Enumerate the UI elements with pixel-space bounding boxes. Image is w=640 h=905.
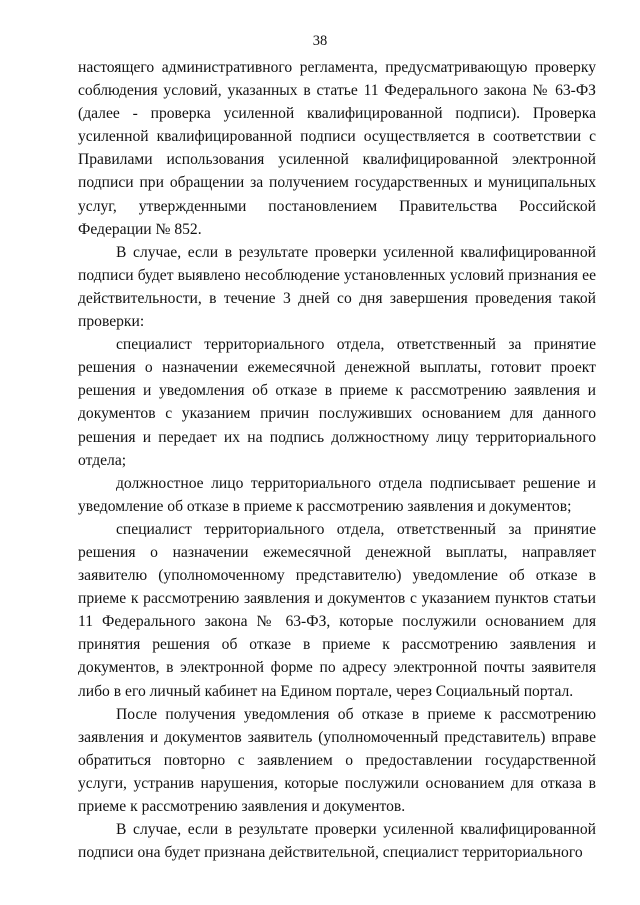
paragraph-6: После получения уведомления об отказе в приеме к рассмотрению заявления и документов заявитель (уполномоченный представитель) вправе обратиться повторно с заявлением о предоставлении государственной услуги, устранив нарушения, которые послужили основанием для отказа в приеме к рассмотрению заявления и документов. (78, 705, 596, 815)
body-text (78, 56, 596, 864)
paragraph-1: настоящего административного регламента, предусматривающую проверку соблюдения условий, указанных в статье 11 Федерального закона № 63-ФЗ (далее - проверка усиленной квалифицированной подписи). Проверка усиленной квалифицированной подписи осуществляется в соответствии с Правилами использования усиленной квалифицированной электронной подписи при обращении за получением государственных и муниципальных услуг, утвержденными постановлением Правительства Российской Федерации № 852. (78, 59, 596, 238)
paragraph-5: специалист территориального отдела, ответственный за принятие решения о назначении ежемесячной денежной выплаты, направляет заявителю (уполномоченному представителю) уведомление об отказе в приеме к рассмотрению заявления и документов с указанием пунктов статьи 11 Федерального закона № 63-ФЗ, которые послужили основанием для принятия решения об отказе в приеме к рассмотрению заявления и документов, в электронной форме по адресу электронной почты заявителя либо в его личный кабинет на Едином портале, через Социальный портал. (78, 520, 596, 700)
paragraph-4: должностное лицо территориального отдела подписывает решение и уведомление об отказе в приеме к рассмотрению заявления и документов; (78, 474, 596, 515)
paragraph-7: В случае, если в результате проверки усиленной квалифицированной подписи она будет признана действительной, специалист территориального (78, 821, 596, 862)
page-number: 38 (312, 33, 328, 49)
paragraph-3: специалист территориального отдела, ответственный за принятие решения о назначении ежемесячной денежной выплаты, готовит проект решения и уведомления об отказе в приеме к рассмотрению заявления и документов с указанием причин послуживших основанием для данного решения и передает их на подпись должностному лицу территориального отдела; (78, 336, 596, 469)
paragraph-2: В случае, если в результате проверки усиленной квалифицированной подписи будет выявлено несоблюдение установленных условий признания ее действительности, в течение 3 дней со дня завершения проведения такой проверки: (78, 243, 596, 331)
